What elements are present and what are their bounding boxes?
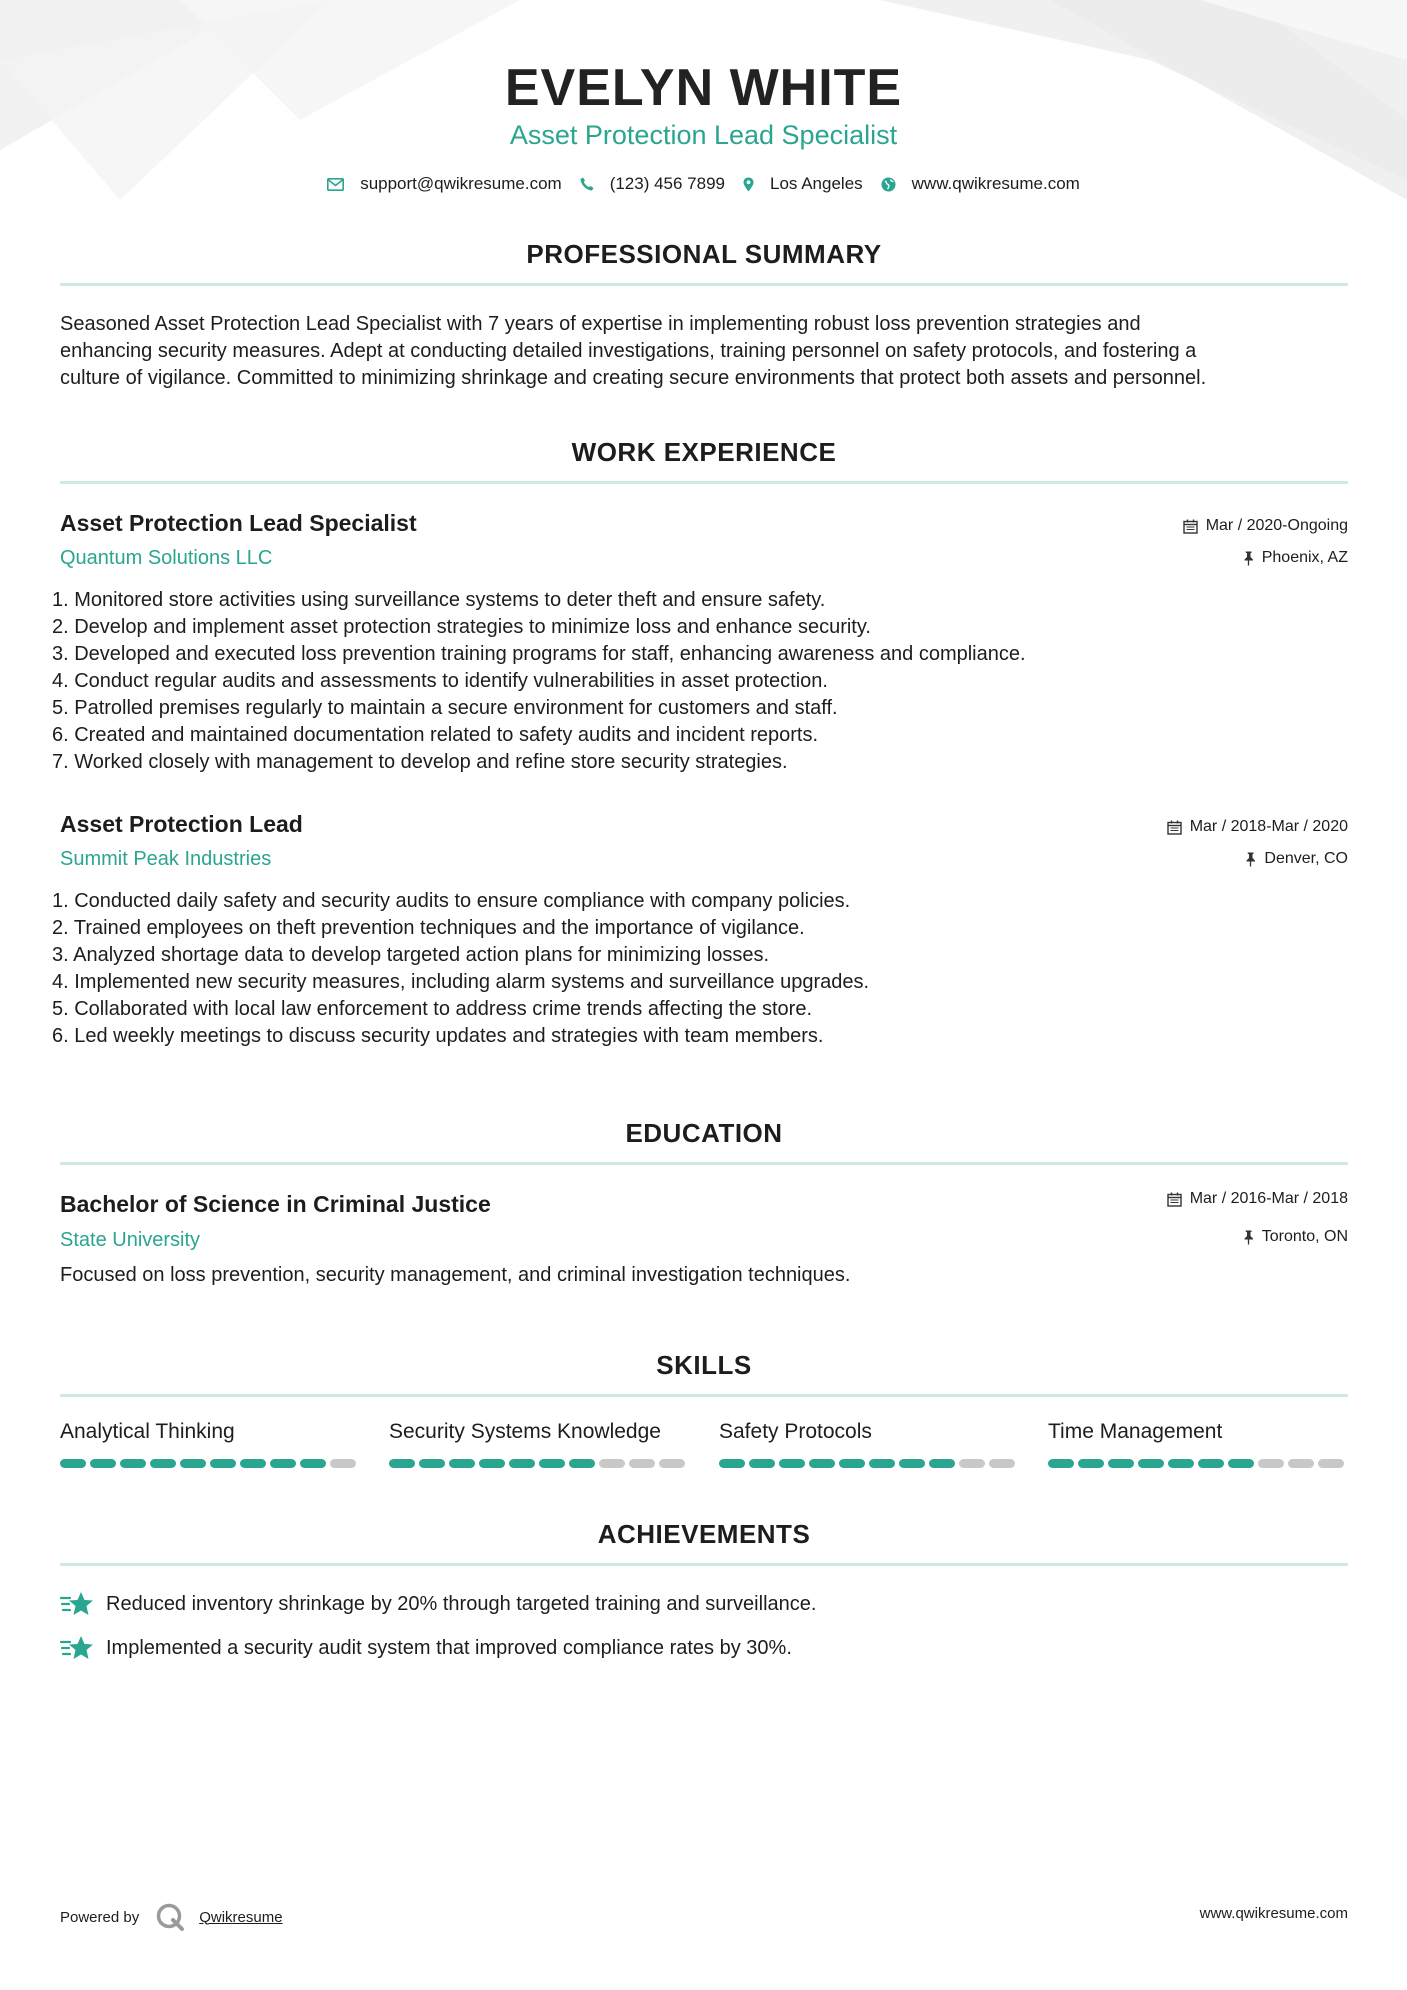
school-name: State University [60, 1229, 201, 1251]
skill-segment [479, 1459, 505, 1468]
calendar-icon [1167, 820, 1182, 835]
skill-segment [210, 1459, 236, 1468]
star-icon [60, 1590, 94, 1618]
education-dates [1167, 1188, 1348, 1210]
skill-segment [1108, 1459, 1134, 1468]
pushpin-icon [1245, 852, 1256, 867]
skill-segment [300, 1459, 326, 1468]
list-item: 1. Conducted daily safety and security audits to ensure compliance with company policies. [52, 890, 851, 912]
list-item: 4. Conduct regular audits and assessments to identify vulnerabilities in asset protection. [52, 670, 828, 692]
email-text: support@qwikresume.com [360, 174, 562, 193]
envelope-icon [327, 178, 344, 191]
contact-website[interactable] [881, 172, 1080, 196]
star-icon [60, 1634, 94, 1662]
job-dates [1183, 515, 1348, 537]
skill-segment [569, 1459, 595, 1468]
phone-text: (123) 456 7899 [609, 174, 726, 193]
skill-segment [419, 1459, 445, 1468]
section-divider [60, 1394, 1348, 1397]
contact-email[interactable] [327, 172, 562, 196]
summary-line: Seasoned Asset Protection Lead Specialist with 7 years of expertise in implementing robust loss prevention strategies and [60, 313, 1141, 335]
experience-heading: WORK EXPERIENCE [571, 437, 837, 467]
job-title: Asset Protection Lead [60, 811, 303, 837]
skill-segment [1048, 1459, 1074, 1468]
education-location [1243, 1226, 1348, 1248]
skill-segment [389, 1459, 415, 1468]
job-location [1245, 848, 1348, 870]
skill-segment [180, 1459, 206, 1468]
job-dates-text: Mar / 2018-Mar / 2020 [1189, 818, 1348, 835]
summary-text [60, 311, 1360, 392]
powered-by-label: Powered by [60, 1908, 140, 1926]
candidate-name: EVELYN WHITE [504, 59, 903, 117]
list-item: 7. Worked closely with management to develop and refine store security strategies. [52, 751, 788, 773]
skill-segment [539, 1459, 565, 1468]
skill-segment [869, 1459, 895, 1468]
skills-heading: SKILLS [656, 1350, 752, 1380]
list-item: 6. Led weekly meetings to discuss security updates and strategies with team members. [52, 1025, 824, 1047]
section-divider [60, 481, 1348, 484]
skill-rating-bar [389, 1459, 689, 1468]
achievement-text: Reduced inventory shrinkage by 20% through targeted training and surveillance. [106, 1592, 817, 1615]
degree-title: Bachelor of Science in Criminal Justice [60, 1191, 491, 1217]
skill-segment [60, 1459, 86, 1468]
candidate-title: Asset Protection Lead Specialist [509, 120, 898, 150]
skill-item [1048, 1418, 1348, 1468]
pushpin-icon [1243, 551, 1254, 566]
skill-segment [509, 1459, 535, 1468]
achievement-item [60, 1634, 792, 1662]
calendar-icon [1167, 1192, 1182, 1207]
skill-segment [1288, 1459, 1314, 1468]
skill-segment [929, 1459, 955, 1468]
skill-segment [1198, 1459, 1224, 1468]
skill-name: Safety Protocols [719, 1420, 872, 1443]
skill-segment [449, 1459, 475, 1468]
job-location-text: Denver, CO [1264, 850, 1348, 867]
job-location-text: Phoenix, AZ [1261, 549, 1348, 566]
pushpin-icon [1243, 1230, 1254, 1245]
list-item: 5. Collaborated with local law enforcement to address crime trends affecting the store. [52, 998, 813, 1020]
skill-item [60, 1418, 360, 1468]
section-divider [60, 1563, 1348, 1566]
qwikresume-logo-icon [155, 1902, 185, 1932]
skill-segment [1228, 1459, 1254, 1468]
globe-icon [881, 177, 896, 192]
list-item: 5. Patrolled premises regularly to maintain a secure environment for customers and staff. [52, 697, 838, 719]
skill-segment [1168, 1459, 1194, 1468]
qwikresume-link[interactable]: Qwikresume [199, 1908, 283, 1926]
list-item: 6. Created and maintained documentation related to safety audits and incident reports. [52, 724, 819, 746]
skill-segment [659, 1459, 685, 1468]
calendar-icon [1183, 519, 1198, 534]
skill-segment [1078, 1459, 1104, 1468]
skill-segment [899, 1459, 925, 1468]
skill-segment [839, 1459, 865, 1468]
skill-segment [1318, 1459, 1344, 1468]
list-item: 1. Monitored store activities using surveillance systems to deter theft and ensure safety. [52, 589, 826, 611]
company-name: Quantum Solutions LLC [60, 547, 273, 569]
skill-segment [599, 1459, 625, 1468]
skill-segment [120, 1459, 146, 1468]
skill-segment [1258, 1459, 1284, 1468]
contact-location [743, 172, 863, 196]
section-divider [60, 283, 1348, 286]
education-location-text: Toronto, ON [1261, 1228, 1348, 1245]
skill-rating-bar [60, 1459, 360, 1468]
website-text: www.qwikresume.com [911, 174, 1080, 193]
achievement-item [60, 1590, 816, 1618]
list-item: 2. Trained employees on theft prevention techniques and the importance of vigilance. [52, 917, 805, 939]
contact-phone[interactable] [580, 172, 725, 196]
skill-item [389, 1418, 689, 1468]
summary-heading: PROFESSIONAL SUMMARY [526, 239, 882, 269]
skill-segment [270, 1459, 296, 1468]
list-item: 2. Develop and implement asset protection strategies to minimize loss and enhance security. [52, 616, 871, 638]
skill-rating-bar [1048, 1459, 1348, 1468]
phone-icon [580, 177, 594, 191]
list-item: 4. Implemented new security measures, including alarm systems and surveillance upgrades. [52, 971, 870, 993]
education-dates-text: Mar / 2016-Mar / 2018 [1189, 1190, 1348, 1207]
skill-segment [90, 1459, 116, 1468]
job-title: Asset Protection Lead Specialist [60, 510, 417, 536]
contact-bar [0, 172, 1407, 196]
skill-segment [150, 1459, 176, 1468]
skill-rating-bar [719, 1459, 1019, 1468]
list-item: 3. Developed and executed loss prevention training programs for staff, enhancing awareness and compliance. [52, 643, 1026, 665]
skill-segment [240, 1459, 266, 1468]
skill-segment [330, 1459, 356, 1468]
skill-name: Time Management [1048, 1420, 1223, 1443]
powered-by [60, 1902, 283, 1932]
education-description: Focused on loss prevention, security management, and criminal investigation techniques. [60, 1264, 851, 1286]
skill-segment [719, 1459, 745, 1468]
education-heading: EDUCATION [625, 1118, 783, 1148]
job-dates-text: Mar / 2020-Ongoing [1205, 517, 1348, 534]
summary-line: culture of vigilance. Committed to minimizing shrinkage and creating secure environments that protect both assets and personnel. [60, 367, 1207, 389]
achievements-heading: ACHIEVEMENTS [597, 1519, 811, 1549]
skill-segment [779, 1459, 805, 1468]
job-bullets [52, 587, 1332, 776]
skill-segment [749, 1459, 775, 1468]
section-divider [60, 1162, 1348, 1165]
footer-website[interactable]: www.qwikresume.com [1199, 1905, 1348, 1922]
job-dates [1167, 816, 1348, 838]
achievement-text: Implemented a security audit system that improved compliance rates by 30%. [106, 1636, 792, 1659]
skill-segment [809, 1459, 835, 1468]
skill-segment [959, 1459, 985, 1468]
skill-name: Analytical Thinking [60, 1420, 235, 1443]
skill-segment [629, 1459, 655, 1468]
job-location [1243, 547, 1348, 569]
map-pin-icon [743, 177, 754, 192]
company-name: Summit Peak Industries [60, 848, 272, 870]
skill-name: Security Systems Knowledge [389, 1420, 661, 1443]
summary-line: enhancing security measures. Adept at conducting detailed investigations, training personnel on safety protocols, and fostering a [60, 340, 1197, 362]
list-item: 3. Analyzed shortage data to develop targeted action plans for minimizing losses. [52, 944, 770, 966]
location-text: Los Angeles [770, 174, 863, 193]
skill-segment [1138, 1459, 1164, 1468]
job-bullets [52, 888, 1332, 1050]
skill-segment [989, 1459, 1015, 1468]
skill-item [719, 1418, 1019, 1468]
